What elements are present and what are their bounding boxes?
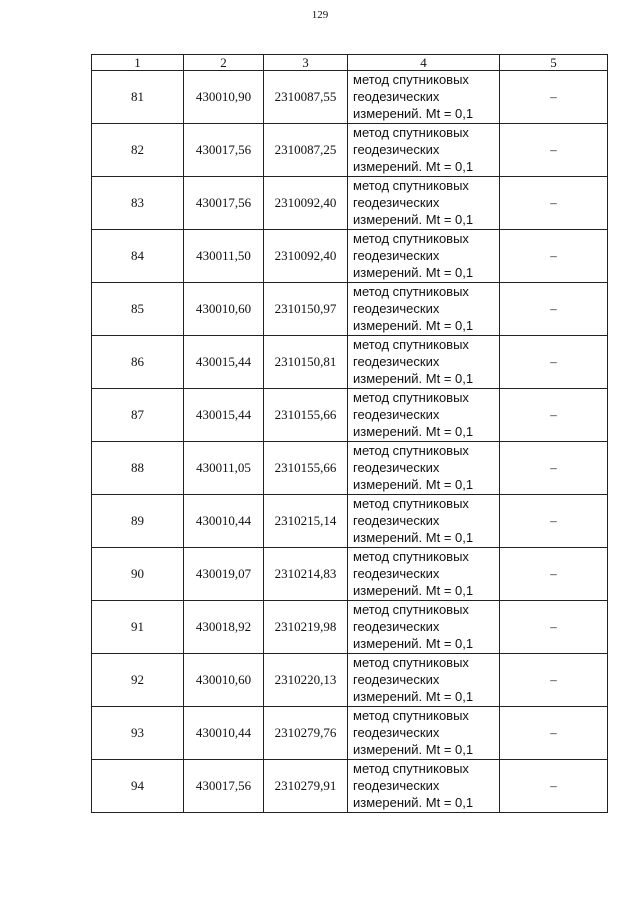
note-cell: – <box>500 283 608 336</box>
note-cell: – <box>500 442 608 495</box>
method-line: метод спутниковых <box>353 443 469 458</box>
method-line: геодезических <box>353 513 440 528</box>
method-line: геодезических <box>353 407 440 422</box>
x-coordinate-cell: 430010,60 <box>184 283 264 336</box>
note-cell: – <box>500 548 608 601</box>
point-number-cell: 89 <box>92 495 184 548</box>
page-number: 129 <box>311 9 329 21</box>
method-line: метод спутниковых <box>353 125 469 140</box>
table-header <box>92 55 608 71</box>
point-number-cell: 82 <box>92 124 184 177</box>
method-line: метод спутниковых <box>353 602 469 617</box>
method-line: измерений. Mt = 0,1 <box>353 689 474 704</box>
method-cell <box>348 548 500 601</box>
method-line: геодезических <box>353 460 440 475</box>
header-col-4: 4 <box>348 55 500 71</box>
method-cell <box>348 495 500 548</box>
point-number-cell: 91 <box>92 601 184 654</box>
note-cell: – <box>500 336 608 389</box>
method-line: геодезических <box>353 195 440 210</box>
note-cell: – <box>500 230 608 283</box>
x-coordinate-cell: 430010,60 <box>184 654 264 707</box>
method-cell <box>348 336 500 389</box>
header-col-5: 5 <box>500 55 608 71</box>
method-line: измерений. Mt = 0,1 <box>353 371 474 386</box>
x-coordinate-cell: 430018,92 <box>184 601 264 654</box>
point-number-cell: 84 <box>92 230 184 283</box>
y-coordinate-cell: 2310215,14 <box>264 495 348 548</box>
method-line: измерений. Mt = 0,1 <box>353 477 474 492</box>
method-line: измерений. Mt = 0,1 <box>353 742 474 757</box>
header-col-2: 2 <box>184 55 264 71</box>
method-line: метод спутниковых <box>353 337 469 352</box>
method-line: геодезических <box>353 672 440 687</box>
point-number-cell: 87 <box>92 389 184 442</box>
note-cell: – <box>500 495 608 548</box>
method-line: геодезических <box>353 725 440 740</box>
method-line: метод спутниковых <box>353 178 469 193</box>
note-cell: – <box>500 177 608 230</box>
method-line: измерений. Mt = 0,1 <box>353 212 474 227</box>
y-coordinate-cell: 2310150,81 <box>264 336 348 389</box>
y-coordinate-cell: 2310087,55 <box>264 71 348 124</box>
x-coordinate-cell: 430017,56 <box>184 124 264 177</box>
x-coordinate-cell: 430011,50 <box>184 230 264 283</box>
x-coordinate-cell: 430017,56 <box>184 760 264 813</box>
method-line: метод спутниковых <box>353 72 469 87</box>
y-coordinate-cell: 2310220,13 <box>264 654 348 707</box>
method-line: метод спутниковых <box>353 549 469 564</box>
y-coordinate-cell: 2310279,76 <box>264 707 348 760</box>
method-cell <box>348 177 500 230</box>
y-coordinate-cell: 2310214,83 <box>264 548 348 601</box>
table-row <box>92 442 608 495</box>
method-line: геодезических <box>353 142 440 157</box>
y-coordinate-cell: 2310092,40 <box>264 177 348 230</box>
method-line: метод спутниковых <box>353 655 469 670</box>
header-col-1: 1 <box>92 55 184 71</box>
x-coordinate-cell: 430015,44 <box>184 389 264 442</box>
header-row <box>92 55 608 71</box>
method-cell <box>348 124 500 177</box>
y-coordinate-cell: 2310155,66 <box>264 442 348 495</box>
method-line: измерений. Mt = 0,1 <box>353 106 474 121</box>
method-line: измерений. Mt = 0,1 <box>353 583 474 598</box>
method-line: измерений. Mt = 0,1 <box>353 795 474 810</box>
note-cell: – <box>500 760 608 813</box>
x-coordinate-cell: 430015,44 <box>184 336 264 389</box>
table-body <box>92 71 608 813</box>
method-line: измерений. Mt = 0,1 <box>353 424 474 439</box>
method-cell <box>348 654 500 707</box>
point-number-cell: 94 <box>92 760 184 813</box>
table-row <box>92 336 608 389</box>
method-line: измерений. Mt = 0,1 <box>353 530 474 545</box>
x-coordinate-cell: 430011,05 <box>184 442 264 495</box>
x-coordinate-cell: 430010,44 <box>184 495 264 548</box>
y-coordinate-cell: 2310150,97 <box>264 283 348 336</box>
method-line: метод спутниковых <box>353 496 469 511</box>
y-coordinate-cell: 2310087,25 <box>264 124 348 177</box>
table-row <box>92 548 608 601</box>
method-line: измерений. Mt = 0,1 <box>353 318 474 333</box>
y-coordinate-cell: 2310155,66 <box>264 389 348 442</box>
method-cell <box>348 230 500 283</box>
table-row <box>92 707 608 760</box>
x-coordinate-cell: 430010,90 <box>184 71 264 124</box>
point-number-cell: 88 <box>92 442 184 495</box>
method-cell <box>348 760 500 813</box>
point-number-cell: 93 <box>92 707 184 760</box>
point-number-cell: 92 <box>92 654 184 707</box>
method-cell <box>348 442 500 495</box>
method-line: геодезических <box>353 301 440 316</box>
table-row <box>92 177 608 230</box>
method-line: метод спутниковых <box>353 284 469 299</box>
table-row <box>92 601 608 654</box>
table-row <box>92 283 608 336</box>
point-number-cell: 86 <box>92 336 184 389</box>
table-row <box>92 389 608 442</box>
method-line: измерений. Mt = 0,1 <box>353 265 474 280</box>
method-line: геодезических <box>353 619 440 634</box>
method-cell <box>348 283 500 336</box>
note-cell: – <box>500 71 608 124</box>
method-line: метод спутниковых <box>353 390 469 405</box>
method-line: измерений. Mt = 0,1 <box>353 636 474 651</box>
method-cell <box>348 601 500 654</box>
coordinates-table <box>91 54 608 813</box>
method-line: метод спутниковых <box>353 231 469 246</box>
point-number-cell: 90 <box>92 548 184 601</box>
y-coordinate-cell: 2310092,40 <box>264 230 348 283</box>
note-cell: – <box>500 707 608 760</box>
y-coordinate-cell: 2310219,98 <box>264 601 348 654</box>
table-row <box>92 760 608 813</box>
x-coordinate-cell: 430017,56 <box>184 177 264 230</box>
note-cell: – <box>500 124 608 177</box>
point-number-cell: 81 <box>92 71 184 124</box>
method-line: геодезических <box>353 89 440 104</box>
point-number-cell: 83 <box>92 177 184 230</box>
header-col-3: 3 <box>264 55 348 71</box>
table-row <box>92 230 608 283</box>
point-number-cell: 85 <box>92 283 184 336</box>
method-line: геодезических <box>353 248 440 263</box>
method-cell <box>348 389 500 442</box>
table-row <box>92 71 608 124</box>
method-line: метод спутниковых <box>353 761 469 776</box>
table-row <box>92 124 608 177</box>
note-cell: – <box>500 389 608 442</box>
method-line: геодезических <box>353 354 440 369</box>
method-line: метод спутниковых <box>353 708 469 723</box>
method-line: измерений. Mt = 0,1 <box>353 159 474 174</box>
note-cell: – <box>500 654 608 707</box>
x-coordinate-cell: 430019,07 <box>184 548 264 601</box>
method-line: геодезических <box>353 778 440 793</box>
x-coordinate-cell: 430010,44 <box>184 707 264 760</box>
table-row <box>92 495 608 548</box>
method-cell <box>348 71 500 124</box>
table-row <box>92 654 608 707</box>
method-cell <box>348 707 500 760</box>
note-cell: – <box>500 601 608 654</box>
y-coordinate-cell: 2310279,91 <box>264 760 348 813</box>
method-line: геодезических <box>353 566 440 581</box>
